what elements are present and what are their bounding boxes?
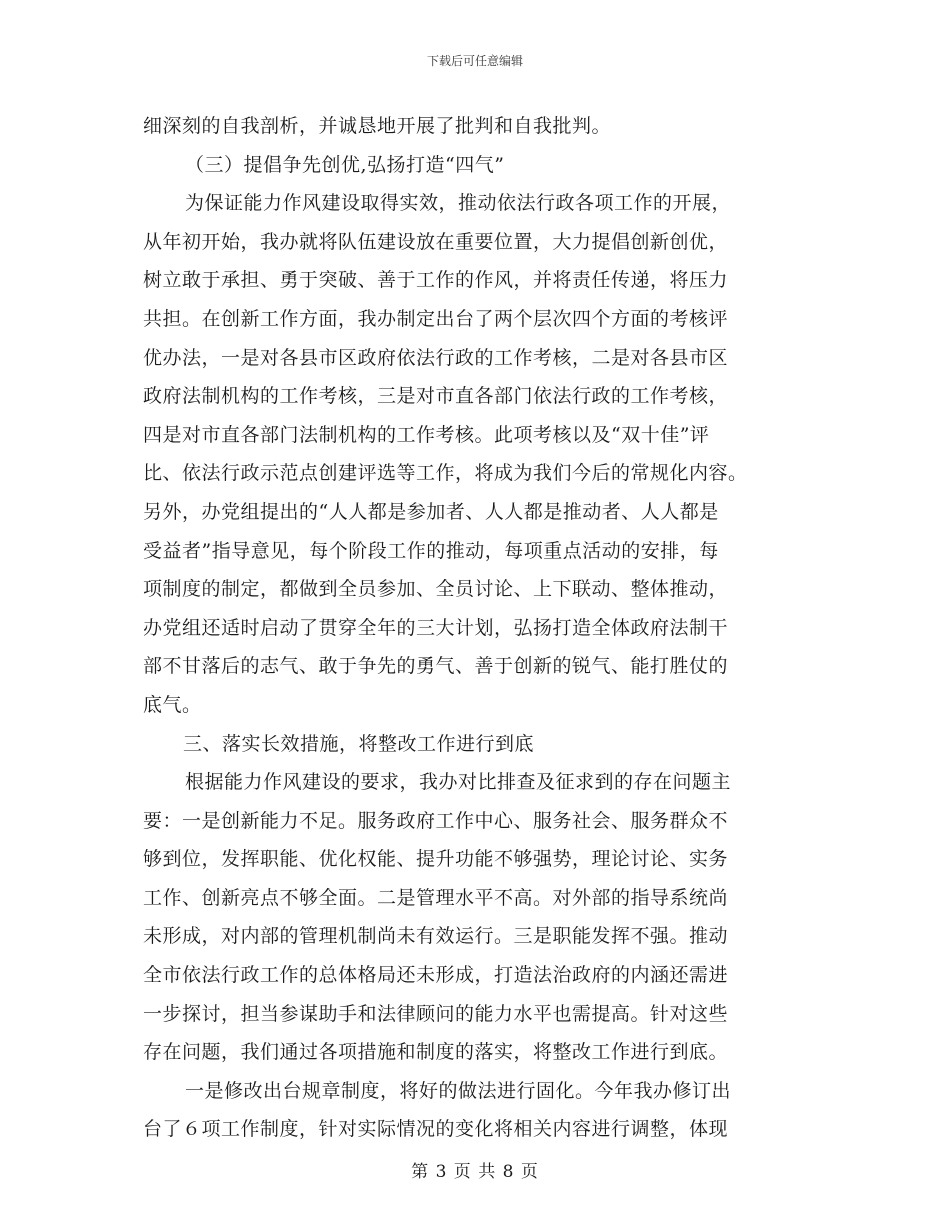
text-line: 够到位，发挥职能、优化权能、提升功能不够强势，理论讨论、实务 xyxy=(143,848,729,871)
text-line: 比、依法行政示范点创建评选等工作，将成为我们今后的常规化内容。 xyxy=(143,462,748,485)
text-line: 四是对市直各部门法制机构的工作考核。此项考核以及“双十佳”评 xyxy=(143,423,710,446)
section-heading: （三）提倡争先创优,弘扬打造“四气” xyxy=(185,153,505,176)
section-heading: 三、落实长效措施，将整改工作进行到底 xyxy=(183,732,535,755)
text-line: 部不甘落后的志气、敢于争先的勇气、善于创新的锐气、能打胜仗的 xyxy=(143,655,729,678)
document-body xyxy=(143,107,807,1149)
header-note: 下载后可任意编辑 xyxy=(426,54,523,68)
text-line: 另外，办党组提出的“人人都是参加者、人人都是推动者、人人都是 xyxy=(143,500,719,523)
text-line: 从年初开始，我办就将队伍建设放在重要位置，大力提倡创新创优， xyxy=(143,230,729,253)
text-line: 要：一是创新能力不足。服务政府工作中心、服务社会、服务群众不 xyxy=(143,809,729,832)
text-line: 优办法，一是对各县市区政府依法行政的工作考核，二是对各县市区 xyxy=(143,346,729,369)
text-line: 办党组还适时启动了贯穿全年的三大计划，弘扬打造全体政府法制干 xyxy=(143,616,729,639)
text-line: 为保证能力作风建设取得实效，推动依法行政各项工作的开展， xyxy=(185,192,732,215)
text-line: 细深刻的自我剖析，并诚恳地开展了批判和自我批判。 xyxy=(143,115,612,137)
text-line: 工作、创新亮点不够全面。二是管理水平不高。对外部的指导系统尚 xyxy=(143,886,729,909)
text-line: 树立敢于承担、勇于突破、善于工作的作风，并将责任传递，将压力 xyxy=(143,269,729,292)
text-line: 全市依法行政工作的总体格局还未形成，打造法治政府的内涵还需进 xyxy=(143,964,729,987)
text-line: 存在问题，我们通过各项措施和制度的落实，将整改工作进行到底。 xyxy=(143,1041,729,1064)
text-line: 台了６项工作制度，针对实际情况的变化将相关内容进行调整，体现 xyxy=(143,1118,729,1141)
text-line: 政府法制机构的工作考核，三是对市直各部门依法行政的工作考核， xyxy=(143,385,729,408)
text-line: 一是修改出台规章制度，将好的做法进行固化。今年我办修订出 xyxy=(185,1079,732,1102)
text-line: 底气。 xyxy=(143,693,202,716)
text-line: 项制度的制定，都做到全员参加、全员讨论、上下联动、整体推动， xyxy=(143,578,729,601)
text-line: 受益者”指导意见，每个阶段工作的推动，每项重点活动的安排，每 xyxy=(143,539,719,562)
text-line: 共担。在创新工作方面，我办制定出台了两个层次四个方面的考核评 xyxy=(143,307,729,330)
text-line: 未形成，对内部的管理机制尚未有效运行。三是职能发挥不强。推动 xyxy=(143,925,729,948)
text-line: 根据能力作风建设的要求，我办对比排查及征求到的存在问题主 xyxy=(185,771,732,794)
page-number: 第 3 页 共 8 页 xyxy=(411,1162,539,1182)
text-line: 一步探讨，担当参谋助手和法律顾问的能力水平也需提高。针对这些 xyxy=(143,1002,729,1025)
